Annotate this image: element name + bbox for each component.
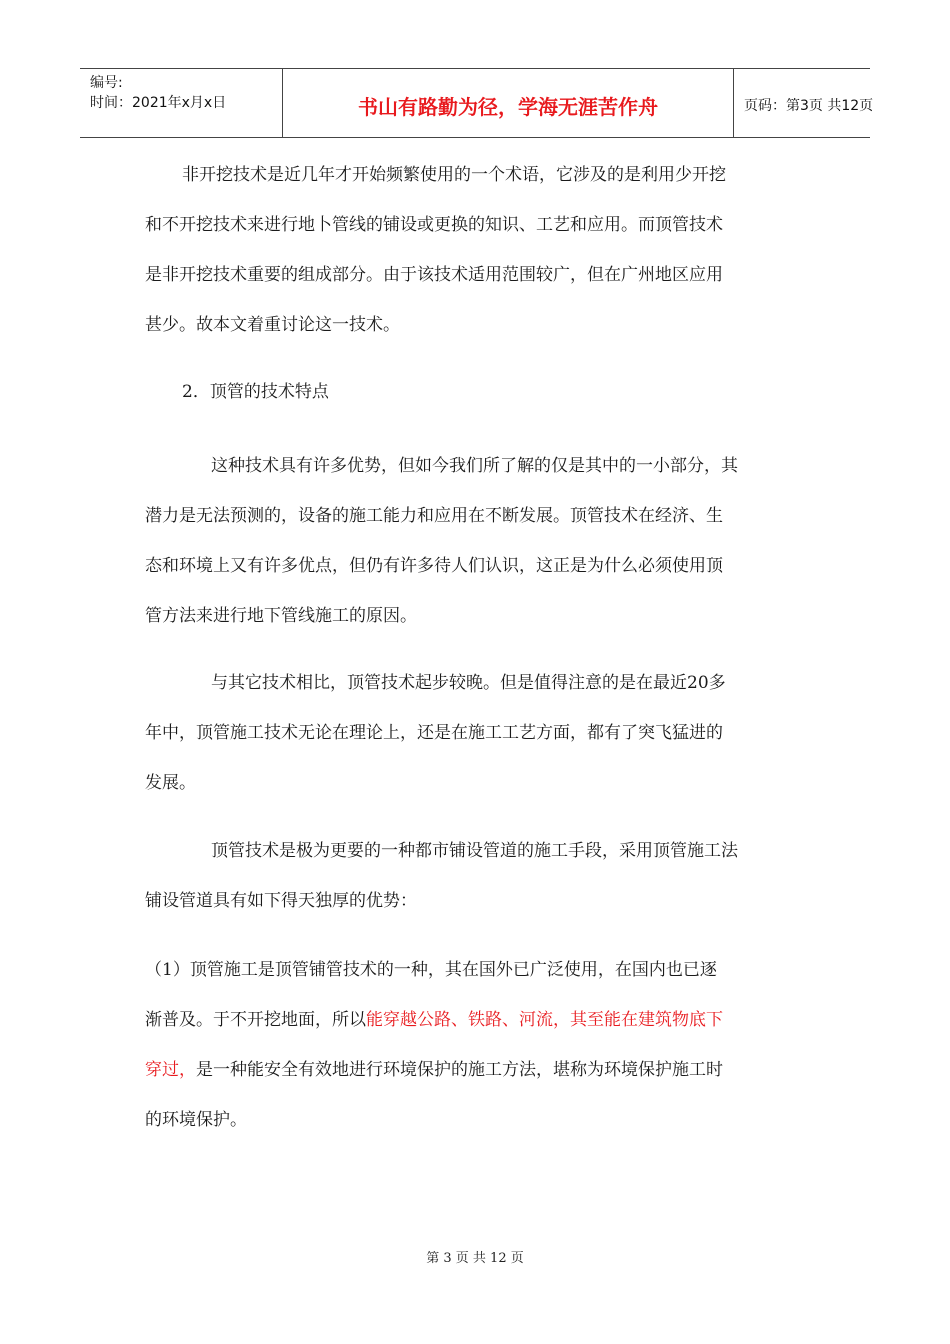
header-motto-cell	[282, 69, 734, 137]
paragraph-line	[145, 1055, 723, 1080]
paragraph-line: 管方法来进行地下管线施工的原因。	[145, 606, 417, 626]
section-heading-text: 2．顶管的技术特点	[182, 382, 329, 402]
paragraph-line: 顶管技术是极为更要的一种都市铺设管道的施工手段，采用顶管施工法	[211, 841, 738, 861]
paragraph-line: 态和环境上又有许多优点，但仍有许多待人们认识，这正是为什么必须使用顶	[145, 556, 723, 576]
paragraph-line: 的环境保护。	[145, 1110, 247, 1130]
paragraph-line: （1）顶管施工是顶管铺管技术的一种，其在国外已广泛使用，在国内也已逐	[145, 960, 717, 980]
paragraph-line: 这种技术具有许多优势，但如今我们所了解的仅是其中的一小部分，其	[211, 456, 738, 476]
paragraph-text: 是一种能安全有效地进行环境保护的施工方法，堪称为环境保护施工时	[196, 1060, 723, 1080]
page-footer: 第 3 页 共 12 页	[426, 1251, 524, 1266]
header-page-number: 页码：第3页 共12页	[744, 98, 874, 114]
paragraph-line	[145, 1005, 723, 1030]
paragraph-line: 非开挖技术是近几年才开始频繁使用的一个术语，它涉及的是利用少开挖	[182, 165, 726, 185]
header-motto: 书山有路勤为径，学海无涯苦作舟	[358, 95, 658, 119]
highlighted-text: 能穿越公路、铁路、河流，其至能在建筑物底下	[366, 1010, 723, 1030]
paragraph-line: 甚少。故本文着重讨论这一技术。	[145, 315, 400, 335]
paragraph-line: 与其它技术相比，顶管技术起步较晚。但是值得注意的是在最近20多	[211, 673, 726, 693]
document-number-label: 编号:	[90, 75, 123, 91]
page-header	[80, 68, 874, 138]
paragraph-line: 铺设管道具有如下得天独厚的优势：	[145, 891, 417, 911]
document-time-label: 时间：2021年x月x日	[90, 95, 227, 111]
paragraph-line: 发展。	[145, 773, 196, 793]
highlighted-text: 穿过，	[145, 1060, 196, 1080]
paragraph-line: 是非开挖技术重要的组成部分。由于该技术适用范围较广，但在广州地区应用	[145, 265, 723, 285]
header-meta-cell	[80, 69, 282, 137]
paragraph-line: 和不开挖技术来进行地卜管线的铺设或更换的知识、工艺和应用。而顶管技术	[145, 215, 723, 235]
paragraph-text: 渐普及。于不开挖地面，所以	[145, 1010, 366, 1030]
paragraph-line: 潜力是无法预测的，设备的施工能力和应用在不断发展。顶管技术在经济、生	[145, 506, 723, 526]
paragraph-line: 年中，顶管施工技术无论在理论上，还是在施工工艺方面，都有了突飞猛进的	[145, 723, 723, 743]
header-page-cell	[734, 69, 874, 137]
